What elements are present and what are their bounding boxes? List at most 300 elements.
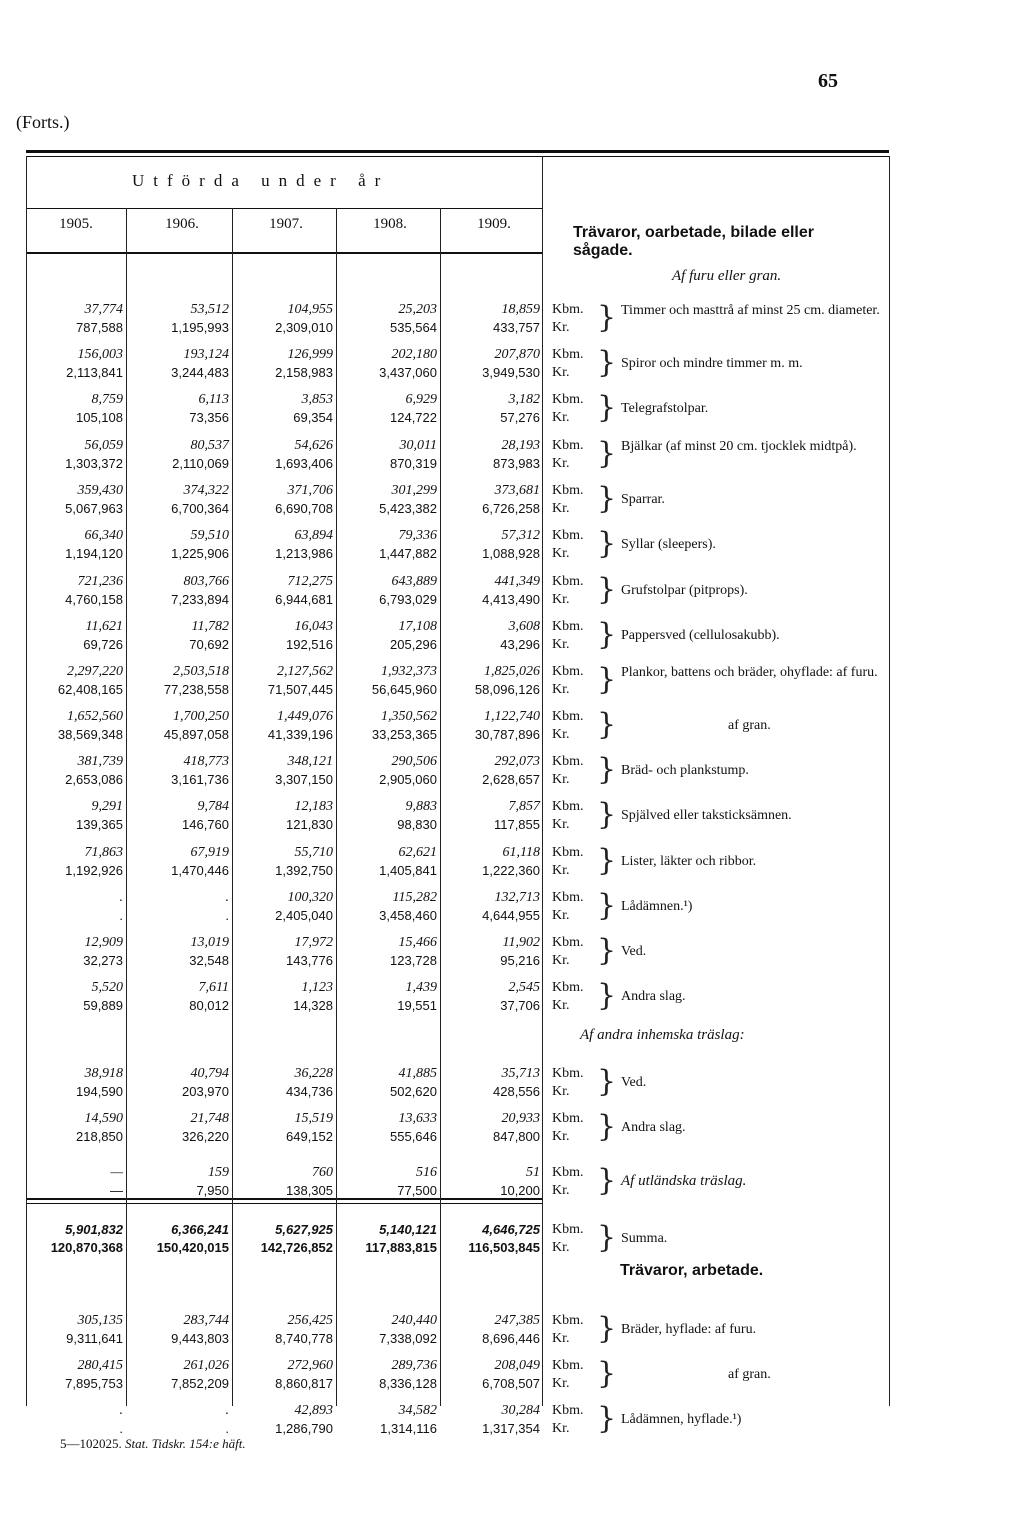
unit-kr: Kr. bbox=[552, 320, 570, 335]
kbm-value: 348,121 bbox=[287, 754, 333, 769]
kbm-value: 34,582 bbox=[398, 1403, 437, 1418]
unit-kr: Kr. bbox=[552, 953, 570, 968]
kr-value: 847,800 bbox=[493, 1129, 540, 1144]
kr-value: 4,760,158 bbox=[65, 592, 123, 607]
row-label: Timmer och masttrå af minst 25 cm. diameter. bbox=[621, 303, 880, 318]
row-label: Ved. bbox=[621, 1075, 647, 1090]
row-label: Summa. bbox=[621, 1231, 668, 1246]
kr-value: 326,220 bbox=[182, 1129, 229, 1144]
kbm-value: 208,049 bbox=[494, 1358, 540, 1373]
unit-kr: Kr. bbox=[552, 817, 570, 832]
kbm-value: 803,766 bbox=[183, 574, 229, 589]
unit-kbm: Kbm. bbox=[552, 1358, 584, 1373]
kbm-value: 290,506 bbox=[391, 754, 437, 769]
kbm-value: 17,108 bbox=[398, 619, 437, 634]
brace-icon: } bbox=[597, 1109, 617, 1144]
kr-value: 203,970 bbox=[182, 1084, 229, 1099]
kr-value: 8,740,778 bbox=[275, 1331, 333, 1346]
unit-kr: Kr. bbox=[552, 501, 570, 516]
kbm-value: 7,857 bbox=[508, 799, 540, 814]
kbm-value: 1,123 bbox=[301, 980, 333, 995]
kbm-value: 115,282 bbox=[392, 890, 437, 905]
kbm-value: 1,932,373 bbox=[381, 664, 437, 679]
kbm-value: 374,322 bbox=[183, 483, 229, 498]
kbm-value: 54,626 bbox=[294, 438, 333, 453]
brace-icon: } bbox=[597, 1064, 617, 1099]
kr-value: 59,889 bbox=[83, 998, 123, 1013]
kr-value: 30,787,896 bbox=[474, 727, 540, 742]
unit-kr: Kr. bbox=[552, 772, 570, 787]
unit-kbm: Kbm. bbox=[552, 392, 584, 407]
kr-value: 14,328 bbox=[293, 998, 333, 1013]
unit-kbm: Kbm. bbox=[552, 980, 584, 995]
kbm-value: 20,933 bbox=[501, 1111, 540, 1126]
kr-value: 37,706 bbox=[500, 998, 540, 1013]
kbm-value: 256,425 bbox=[287, 1313, 333, 1328]
kbm-value: 1,825,026 bbox=[484, 664, 540, 679]
row-label: Spiror och mindre timmer m. m. bbox=[621, 356, 803, 371]
kr-value: 41,339,196 bbox=[267, 727, 333, 742]
kbm-value: 272,960 bbox=[287, 1358, 333, 1373]
unit-kbm: Kbm. bbox=[552, 799, 584, 814]
kbm-value: 17,972 bbox=[294, 935, 333, 950]
row-label: Andra slag. bbox=[621, 1120, 686, 1135]
kr-value: 3,307,150 bbox=[275, 772, 333, 787]
kr-value: 1,192,926 bbox=[65, 863, 123, 878]
unit-kr: Kr. bbox=[552, 998, 570, 1013]
unit-kr: Kr. bbox=[552, 456, 570, 471]
row-label: Sparrar. bbox=[621, 492, 665, 507]
brace-icon: } bbox=[597, 345, 617, 380]
kr-value: 433,757 bbox=[493, 320, 540, 335]
kbm-value: 14,590 bbox=[84, 1111, 123, 1126]
brace-icon: } bbox=[597, 1356, 617, 1391]
kr-value: 32,548 bbox=[189, 953, 229, 968]
kr-value: 1,213,986 bbox=[275, 546, 333, 561]
kr-value: 1,470,446 bbox=[171, 863, 229, 878]
kr-value: 117,855 bbox=[493, 817, 540, 832]
footer bbox=[60, 1436, 246, 1452]
kbm-value: 11,782 bbox=[191, 619, 229, 634]
unit-kbm: Kbm. bbox=[552, 528, 584, 543]
kr-value: 57,276 bbox=[500, 410, 540, 425]
kr-value: 32,273 bbox=[83, 953, 123, 968]
kr-value: 69,354 bbox=[293, 410, 333, 425]
kr-value: 105,108 bbox=[76, 410, 123, 425]
kbm-value: 2,127,562 bbox=[277, 664, 333, 679]
kr-value: 6,690,708 bbox=[275, 501, 333, 516]
kbm-value: 2,545 bbox=[508, 980, 540, 995]
row-label: Af utländska träslag. bbox=[621, 1173, 747, 1189]
row-label: Pappersved (cellulosakubb). bbox=[621, 628, 780, 643]
kbm-value: 51 bbox=[526, 1165, 540, 1180]
kr-value: . bbox=[225, 908, 229, 923]
brace-icon: } bbox=[597, 1311, 617, 1346]
kr-value: 870,319 bbox=[390, 456, 437, 471]
unit-kr: Kr. bbox=[552, 1331, 570, 1346]
unit-kbm: Kbm. bbox=[552, 1403, 584, 1418]
kbm-value: 30,011 bbox=[399, 438, 437, 453]
brace-icon: } bbox=[597, 1220, 617, 1255]
kr-value: 4,413,490 bbox=[482, 592, 540, 607]
kr-value: 873,983 bbox=[493, 456, 540, 471]
kbm-value: 7,611 bbox=[198, 980, 229, 995]
kr-value: 2,628,657 bbox=[482, 772, 540, 787]
kr-value: 9,311,641 bbox=[66, 1331, 123, 1346]
kbm-value: 126,999 bbox=[287, 347, 333, 362]
kbm-value: 13,633 bbox=[398, 1111, 437, 1126]
kr-value: 194,590 bbox=[76, 1084, 123, 1099]
kr-value: 502,620 bbox=[390, 1084, 437, 1099]
kr-value: 2,405,040 bbox=[275, 908, 333, 923]
kr-value: 8,860,817 bbox=[275, 1376, 333, 1391]
kbm-value: 25,203 bbox=[398, 302, 437, 317]
unit-kr: Kr. bbox=[552, 1240, 570, 1255]
row-label: Lister, läkter och ribbor. bbox=[621, 854, 757, 869]
kr-value: 8,336,128 bbox=[379, 1376, 437, 1391]
row-label: Lådämnen.¹) bbox=[621, 899, 693, 914]
kbm-value: 132,713 bbox=[494, 890, 540, 905]
unit-kbm: Kbm. bbox=[552, 709, 584, 724]
kr-value: 428,556 bbox=[493, 1084, 540, 1099]
kbm-value: 9,883 bbox=[405, 799, 437, 814]
kr-value: 6,700,364 bbox=[171, 501, 229, 516]
kr-value: 1,317,354 bbox=[482, 1421, 540, 1436]
kr-value: 1,693,406 bbox=[275, 456, 333, 471]
kbm-value: 13,019 bbox=[190, 935, 229, 950]
kr-value: 2,309,010 bbox=[275, 320, 333, 335]
kbm-value: 38,918 bbox=[84, 1066, 123, 1081]
brace-icon: } bbox=[597, 572, 617, 607]
kr-value: 69,726 bbox=[83, 637, 123, 652]
row-label: Spjälved eller taksticksämnen. bbox=[621, 808, 792, 823]
kr-value: 6,726,258 bbox=[482, 501, 540, 516]
unit-kbm: Kbm. bbox=[552, 754, 584, 769]
kbm-value: 3,608 bbox=[508, 619, 540, 634]
kbm-value: 156,003 bbox=[77, 347, 123, 362]
kbm-value: 80,537 bbox=[190, 438, 229, 453]
kr-value: 1,225,906 bbox=[171, 546, 229, 561]
kbm-value: 1,439 bbox=[405, 980, 437, 995]
kbm-value: 71,863 bbox=[84, 845, 123, 860]
kbm-value: 712,275 bbox=[287, 574, 333, 589]
year-row-rule bbox=[26, 208, 542, 209]
kr-value: 7,950 bbox=[196, 1183, 229, 1198]
kbm-value: 371,706 bbox=[287, 483, 333, 498]
kr-value: 1,222,360 bbox=[482, 863, 540, 878]
unit-kbm: Kbm. bbox=[552, 438, 584, 453]
kbm-value: 11,621 bbox=[85, 619, 123, 634]
row-label: Ved. bbox=[621, 944, 647, 959]
kbm-value: 5,140,121 bbox=[379, 1222, 437, 1237]
group-heading: Utförda under år bbox=[132, 171, 390, 190]
brace-icon: } bbox=[597, 1163, 617, 1198]
row-label: Syllar (sleepers). bbox=[621, 537, 716, 552]
year-header: 1907. bbox=[269, 216, 303, 232]
kbm-value: 359,430 bbox=[77, 483, 123, 498]
kbm-value: . bbox=[225, 890, 229, 905]
kr-value: 116,503,845 bbox=[468, 1240, 540, 1255]
kr-value: 555,646 bbox=[390, 1129, 437, 1144]
kbm-value: 15,466 bbox=[398, 935, 437, 950]
kbm-value: 18,859 bbox=[501, 302, 540, 317]
kbm-value: 5,520 bbox=[91, 980, 123, 995]
kr-value: 1,447,882 bbox=[379, 546, 437, 561]
kbm-value: 15,519 bbox=[294, 1111, 333, 1126]
kr-value: 7,895,753 bbox=[65, 1376, 123, 1391]
kr-value: 5,423,382 bbox=[379, 501, 437, 516]
kbm-value: 6,113 bbox=[198, 392, 229, 407]
kbm-value: 301,299 bbox=[391, 483, 437, 498]
kr-value: 7,852,209 bbox=[171, 1376, 229, 1391]
brace-icon: } bbox=[597, 888, 617, 923]
summa-rule-thin bbox=[26, 1203, 542, 1204]
kbm-value: 5,901,832 bbox=[65, 1222, 123, 1237]
kbm-value: 1,122,740 bbox=[484, 709, 540, 724]
kbm-value: 16,043 bbox=[294, 619, 333, 634]
brace-icon: } bbox=[597, 978, 617, 1013]
kbm-value: 21,748 bbox=[190, 1111, 229, 1126]
kbm-value: 57,312 bbox=[501, 528, 540, 543]
kr-value: — bbox=[110, 1183, 123, 1198]
kr-value: 38,569,348 bbox=[57, 727, 123, 742]
kbm-value: 159 bbox=[208, 1165, 229, 1180]
kr-value: 1,286,790 bbox=[275, 1421, 333, 1436]
unit-kbm: Kbm. bbox=[552, 1222, 584, 1237]
kr-value: 1,405,841 bbox=[379, 863, 437, 878]
unit-kr: Kr. bbox=[552, 1129, 570, 1144]
row-label: Bjälkar (af minst 20 cm. tjocklek midtpå). bbox=[621, 439, 857, 454]
brace-icon: } bbox=[597, 843, 617, 878]
brace-icon: } bbox=[597, 300, 617, 335]
page-number: 65 bbox=[818, 70, 838, 92]
brace-icon: } bbox=[597, 436, 617, 471]
kbm-value: 12,909 bbox=[84, 935, 123, 950]
kr-value: 98,830 bbox=[397, 817, 437, 832]
kbm-value: 240,440 bbox=[391, 1313, 437, 1328]
kbm-value: 62,621 bbox=[398, 845, 437, 860]
kbm-value: 55,710 bbox=[294, 845, 333, 860]
kr-value: 2,158,983 bbox=[275, 365, 333, 380]
unit-kr: Kr. bbox=[552, 908, 570, 923]
kr-value: 1,194,120 bbox=[65, 546, 123, 561]
brace-icon: } bbox=[597, 933, 617, 968]
row-label: Bräder, hyflade: af furu. bbox=[621, 1322, 757, 1337]
year-header: 1908. bbox=[373, 216, 407, 232]
kr-value: 146,760 bbox=[182, 817, 229, 832]
kr-value: . bbox=[119, 1421, 123, 1436]
kbm-value: 1,449,076 bbox=[277, 709, 333, 724]
kbm-value: 41,885 bbox=[398, 1066, 437, 1081]
kbm-value: 2,503,518 bbox=[173, 664, 229, 679]
brace-icon: } bbox=[597, 1401, 617, 1436]
row-label: af gran. bbox=[728, 718, 771, 733]
kbm-value: 36,228 bbox=[294, 1066, 333, 1081]
kr-value: 2,113,841 bbox=[66, 365, 123, 380]
kbm-value: 35,713 bbox=[501, 1066, 540, 1081]
kr-value: 150,420,015 bbox=[156, 1240, 229, 1255]
kbm-value: 721,236 bbox=[77, 574, 123, 589]
unit-kbm: Kbm. bbox=[552, 1111, 584, 1126]
kr-value: 73,356 bbox=[189, 410, 229, 425]
year-header: 1909. bbox=[477, 216, 511, 232]
subhead-furu: Af furu eller gran. bbox=[672, 268, 782, 284]
kr-value: . bbox=[119, 908, 123, 923]
kbm-value: 63,894 bbox=[294, 528, 333, 543]
unit-kbm: Kbm. bbox=[552, 890, 584, 905]
row-label: Telegrafstolpar. bbox=[621, 401, 709, 416]
kbm-value: 1,700,250 bbox=[173, 709, 229, 724]
kr-value: 10,200 bbox=[500, 1183, 540, 1198]
unit-kr: Kr. bbox=[552, 410, 570, 425]
kbm-value: 193,124 bbox=[183, 347, 229, 362]
unit-kr: Kr. bbox=[552, 637, 570, 652]
year-header: 1906. bbox=[165, 216, 199, 232]
kr-value: 535,564 bbox=[390, 320, 437, 335]
unit-kr: Kr. bbox=[552, 365, 570, 380]
section-title-travaror: Trävaror, oarbetade, bilade eller sågade. bbox=[573, 224, 814, 259]
kr-value: 77,500 bbox=[397, 1183, 437, 1198]
kbm-value: 56,059 bbox=[84, 438, 123, 453]
kr-value: 142,726,852 bbox=[260, 1240, 333, 1255]
kr-value: 70,692 bbox=[189, 637, 229, 652]
kr-value: 56,645,960 bbox=[371, 682, 437, 697]
kbm-value: 79,336 bbox=[398, 528, 437, 543]
kr-value: 2,110,069 bbox=[172, 456, 229, 471]
kbm-value: 40,794 bbox=[190, 1066, 229, 1081]
unit-kbm: Kbm. bbox=[552, 619, 584, 634]
kr-value: . bbox=[225, 1421, 229, 1436]
kbm-value: 373,681 bbox=[494, 483, 540, 498]
subhead-andra: Af andra inhemska träslag: bbox=[580, 1027, 745, 1043]
kr-value: 218,850 bbox=[76, 1129, 123, 1144]
kbm-value: 643,889 bbox=[391, 574, 437, 589]
kr-value: 3,949,530 bbox=[482, 365, 540, 380]
kbm-value: 760 bbox=[312, 1165, 333, 1180]
kbm-value: 247,385 bbox=[494, 1313, 540, 1328]
kr-value: 80,012 bbox=[189, 998, 229, 1013]
kr-value: 123,728 bbox=[390, 953, 437, 968]
kr-value: 3,437,060 bbox=[379, 365, 437, 380]
kbm-value: 1,652,560 bbox=[67, 709, 123, 724]
kr-value: 139,365 bbox=[76, 817, 123, 832]
kr-value: 43,296 bbox=[500, 637, 540, 652]
row-label: Andra slag. bbox=[621, 989, 686, 1004]
kbm-value: — bbox=[110, 1165, 123, 1180]
subhead-arbetade: Trävaror, arbetade. bbox=[620, 1262, 764, 1279]
kbm-value: 59,510 bbox=[190, 528, 229, 543]
kbm-value: 37,774 bbox=[84, 302, 123, 317]
kbm-value: 6,929 bbox=[405, 392, 437, 407]
row-label: Lådämnen, hyflade.¹) bbox=[621, 1412, 742, 1427]
unit-kr: Kr. bbox=[552, 1376, 570, 1391]
kbm-value: 418,773 bbox=[183, 754, 229, 769]
unit-kbm: Kbm. bbox=[552, 1066, 584, 1081]
kbm-value: 66,340 bbox=[84, 528, 123, 543]
brace-icon: } bbox=[597, 481, 617, 516]
kr-value: 117,883,815 bbox=[365, 1240, 437, 1255]
brace-icon: } bbox=[597, 662, 617, 697]
kbm-value: 6,366,241 bbox=[171, 1222, 229, 1237]
kbm-value: 30,284 bbox=[501, 1403, 540, 1418]
unit-kr: Kr. bbox=[552, 1183, 570, 1198]
kr-value: 1,195,993 bbox=[171, 320, 229, 335]
kbm-value: 11,902 bbox=[502, 935, 540, 950]
kr-value: 71,507,445 bbox=[267, 682, 333, 697]
unit-kbm: Kbm. bbox=[552, 1165, 584, 1180]
brace-icon: } bbox=[597, 707, 617, 742]
kr-value: 1,088,928 bbox=[482, 546, 540, 561]
kr-value: 77,238,558 bbox=[163, 682, 229, 697]
footer-source: Stat. Tidskr. 154:e häft. bbox=[125, 1436, 246, 1451]
kbm-value: 516 bbox=[416, 1165, 437, 1180]
kr-value: 434,736 bbox=[286, 1084, 333, 1099]
unit-kr: Kr. bbox=[552, 1421, 570, 1436]
kbm-value: 12,183 bbox=[294, 799, 333, 814]
kr-value: 19,551 bbox=[397, 998, 437, 1013]
kbm-value: 381,739 bbox=[77, 754, 123, 769]
kbm-value: . bbox=[225, 1403, 229, 1418]
kr-value: 6,944,681 bbox=[275, 592, 333, 607]
kr-value: 120,870,368 bbox=[50, 1240, 123, 1255]
kr-value: 121,830 bbox=[286, 817, 333, 832]
unit-kbm: Kbm. bbox=[552, 1313, 584, 1328]
unit-kr: Kr. bbox=[552, 546, 570, 561]
kr-value: 124,722 bbox=[390, 410, 437, 425]
unit-kr: Kr. bbox=[552, 682, 570, 697]
kbm-value: 104,955 bbox=[287, 302, 333, 317]
unit-kbm: Kbm. bbox=[552, 574, 584, 589]
kbm-value: 305,135 bbox=[77, 1313, 123, 1328]
top-rule bbox=[26, 150, 889, 153]
kbm-value: 3,182 bbox=[508, 392, 540, 407]
kr-value: 192,516 bbox=[286, 637, 333, 652]
kr-value: 143,776 bbox=[286, 953, 333, 968]
kr-value: 138,305 bbox=[286, 1183, 333, 1198]
kr-value: 1,314,116 bbox=[380, 1421, 437, 1436]
kr-value: 2,905,060 bbox=[379, 772, 437, 787]
footer-code: 5—102025. bbox=[60, 1436, 122, 1451]
unit-kbm: Kbm. bbox=[552, 935, 584, 950]
kbm-value: 9,784 bbox=[197, 799, 229, 814]
kbm-value: 67,919 bbox=[190, 845, 229, 860]
kbm-value: 3,853 bbox=[301, 392, 333, 407]
kbm-value: 283,744 bbox=[183, 1313, 229, 1328]
unit-kr: Kr. bbox=[552, 727, 570, 742]
kbm-value: 261,026 bbox=[183, 1358, 229, 1373]
continued-label: (Forts.) bbox=[16, 112, 70, 132]
unit-kbm: Kbm. bbox=[552, 483, 584, 498]
kr-value: 7,233,894 bbox=[171, 592, 229, 607]
row-label: Bräd- och plankstump. bbox=[621, 763, 749, 778]
kbm-value: . bbox=[119, 1403, 123, 1418]
unit-kr: Kr. bbox=[552, 1084, 570, 1099]
brace-icon: } bbox=[597, 390, 617, 425]
row-label: Grufstolpar (pitprops). bbox=[621, 583, 748, 598]
kr-value: 787,588 bbox=[76, 320, 123, 335]
kr-value: 3,161,736 bbox=[171, 772, 229, 787]
kbm-value: 9,291 bbox=[91, 799, 123, 814]
kr-value: 3,244,483 bbox=[171, 365, 229, 380]
row-label: af gran. bbox=[728, 1367, 771, 1382]
col-divider bbox=[542, 156, 543, 1406]
kbm-value: 280,415 bbox=[77, 1358, 123, 1373]
kr-value: 649,152 bbox=[286, 1129, 333, 1144]
row-label: Plankor, battens och bräder, ohyflade: af furu. bbox=[621, 665, 878, 680]
brace-icon: } bbox=[597, 526, 617, 561]
kr-value: 95,216 bbox=[500, 953, 540, 968]
kr-value: 58,096,126 bbox=[474, 682, 540, 697]
